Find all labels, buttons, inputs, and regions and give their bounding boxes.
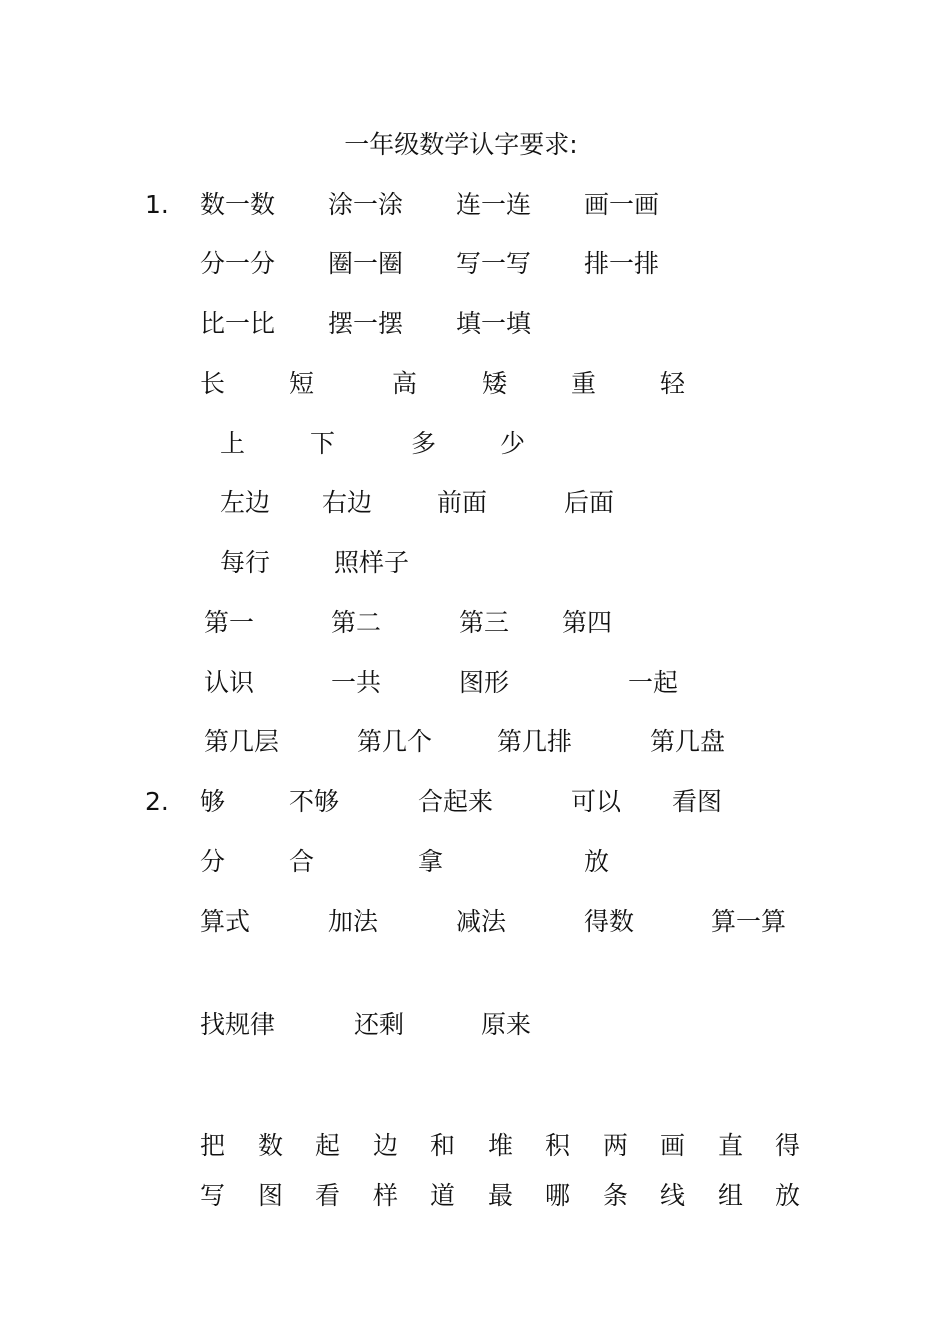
- vocabulary-term: 得数: [584, 907, 635, 936]
- vocabulary-term: 多: [411, 429, 437, 458]
- vocabulary-term: 分一分: [200, 249, 276, 278]
- vocabulary-term: 减法: [456, 907, 507, 936]
- vocabulary-term: 第几个: [357, 727, 433, 756]
- vocabulary-term: 算一算: [711, 907, 787, 936]
- vocabulary-character: 起: [315, 1131, 341, 1160]
- vocabulary-term: 一共: [331, 668, 382, 697]
- vocabulary-term: 摆一摆: [328, 309, 404, 338]
- vocabulary-character: 写: [200, 1181, 226, 1210]
- vocabulary-term: 拿: [418, 847, 444, 876]
- vocabulary-term: 合: [289, 847, 315, 876]
- vocabulary-term: 算式: [200, 907, 251, 936]
- vocabulary-term: 加法: [328, 907, 379, 936]
- vocabulary-character: 堆: [488, 1131, 514, 1160]
- vocabulary-term: 认识: [204, 668, 255, 697]
- vocabulary-term: 第二: [331, 608, 382, 637]
- vocabulary-term: 不够: [289, 787, 340, 816]
- section-number: 2.: [145, 787, 169, 816]
- vocabulary-term: 填一填: [456, 309, 532, 338]
- vocabulary-term: 一起: [628, 668, 679, 697]
- vocabulary-character: 直: [718, 1131, 744, 1160]
- vocabulary-character: 边: [373, 1131, 399, 1160]
- vocabulary-term: 看图: [672, 787, 723, 816]
- vocabulary-character: 两: [603, 1131, 629, 1160]
- vocabulary-term: 放: [584, 847, 610, 876]
- page-title: 一年级数学认字要求:: [344, 130, 578, 159]
- vocabulary-character: 哪: [545, 1181, 571, 1210]
- vocabulary-character: 数: [258, 1131, 284, 1160]
- vocabulary-character: 最: [488, 1181, 514, 1210]
- vocabulary-term: 短: [289, 369, 315, 398]
- vocabulary-term: 第三: [459, 608, 510, 637]
- vocabulary-term: 连一连: [456, 190, 532, 219]
- vocabulary-term: 可以: [571, 787, 622, 816]
- vocabulary-character: 把: [200, 1131, 226, 1160]
- vocabulary-term: 右边: [322, 488, 373, 517]
- vocabulary-term: 少: [500, 429, 526, 458]
- vocabulary-term: 数一数: [200, 190, 276, 219]
- vocabulary-term: 第几盘: [650, 727, 726, 756]
- vocabulary-character: 样: [373, 1181, 399, 1210]
- vocabulary-term: 第几排: [497, 727, 573, 756]
- vocabulary-character: 条: [603, 1181, 629, 1210]
- vocabulary-term: 轻: [660, 369, 686, 398]
- vocabulary-term: 圈一圈: [328, 249, 404, 278]
- vocabulary-term: 还剩: [354, 1010, 405, 1039]
- vocabulary-character: 积: [545, 1131, 571, 1160]
- vocabulary-term: 后面: [564, 488, 615, 517]
- vocabulary-term: 照样子: [334, 548, 410, 577]
- vocabulary-term: 高: [392, 369, 418, 398]
- vocabulary-term: 找规律: [200, 1010, 276, 1039]
- vocabulary-term: 长: [200, 369, 226, 398]
- vocabulary-term: 分: [200, 847, 226, 876]
- vocabulary-term: 前面: [437, 488, 488, 517]
- vocabulary-term: 每行: [220, 548, 271, 577]
- vocabulary-term: 矮: [482, 369, 508, 398]
- vocabulary-term: 合起来: [418, 787, 494, 816]
- vocabulary-character: 画: [660, 1131, 686, 1160]
- vocabulary-term: 重: [571, 369, 597, 398]
- vocabulary-term: 涂一涂: [328, 190, 404, 219]
- vocabulary-term: 下: [310, 429, 336, 458]
- section-number: 1.: [145, 190, 169, 219]
- vocabulary-term: 上: [220, 429, 246, 458]
- vocabulary-term: 比一比: [200, 309, 276, 338]
- vocabulary-character: 图: [258, 1181, 284, 1210]
- vocabulary-term: 第四: [562, 608, 613, 637]
- vocabulary-term: 够: [200, 787, 226, 816]
- vocabulary-character: 放: [775, 1181, 801, 1210]
- vocabulary-character: 线: [660, 1181, 686, 1210]
- vocabulary-character: 道: [430, 1181, 456, 1210]
- vocabulary-character: 看: [315, 1181, 341, 1210]
- vocabulary-term: 图形: [459, 668, 510, 697]
- vocabulary-term: 左边: [220, 488, 271, 517]
- vocabulary-character: 组: [718, 1181, 744, 1210]
- vocabulary-term: 排一排: [584, 249, 660, 278]
- vocabulary-term: 原来: [481, 1010, 532, 1039]
- vocabulary-character: 和: [430, 1131, 456, 1160]
- vocabulary-character: 得: [775, 1131, 801, 1160]
- vocabulary-term: 写一写: [456, 249, 532, 278]
- vocabulary-term: 第一: [204, 608, 255, 637]
- vocabulary-term: 画一画: [584, 190, 660, 219]
- vocabulary-term: 第几层: [204, 727, 280, 756]
